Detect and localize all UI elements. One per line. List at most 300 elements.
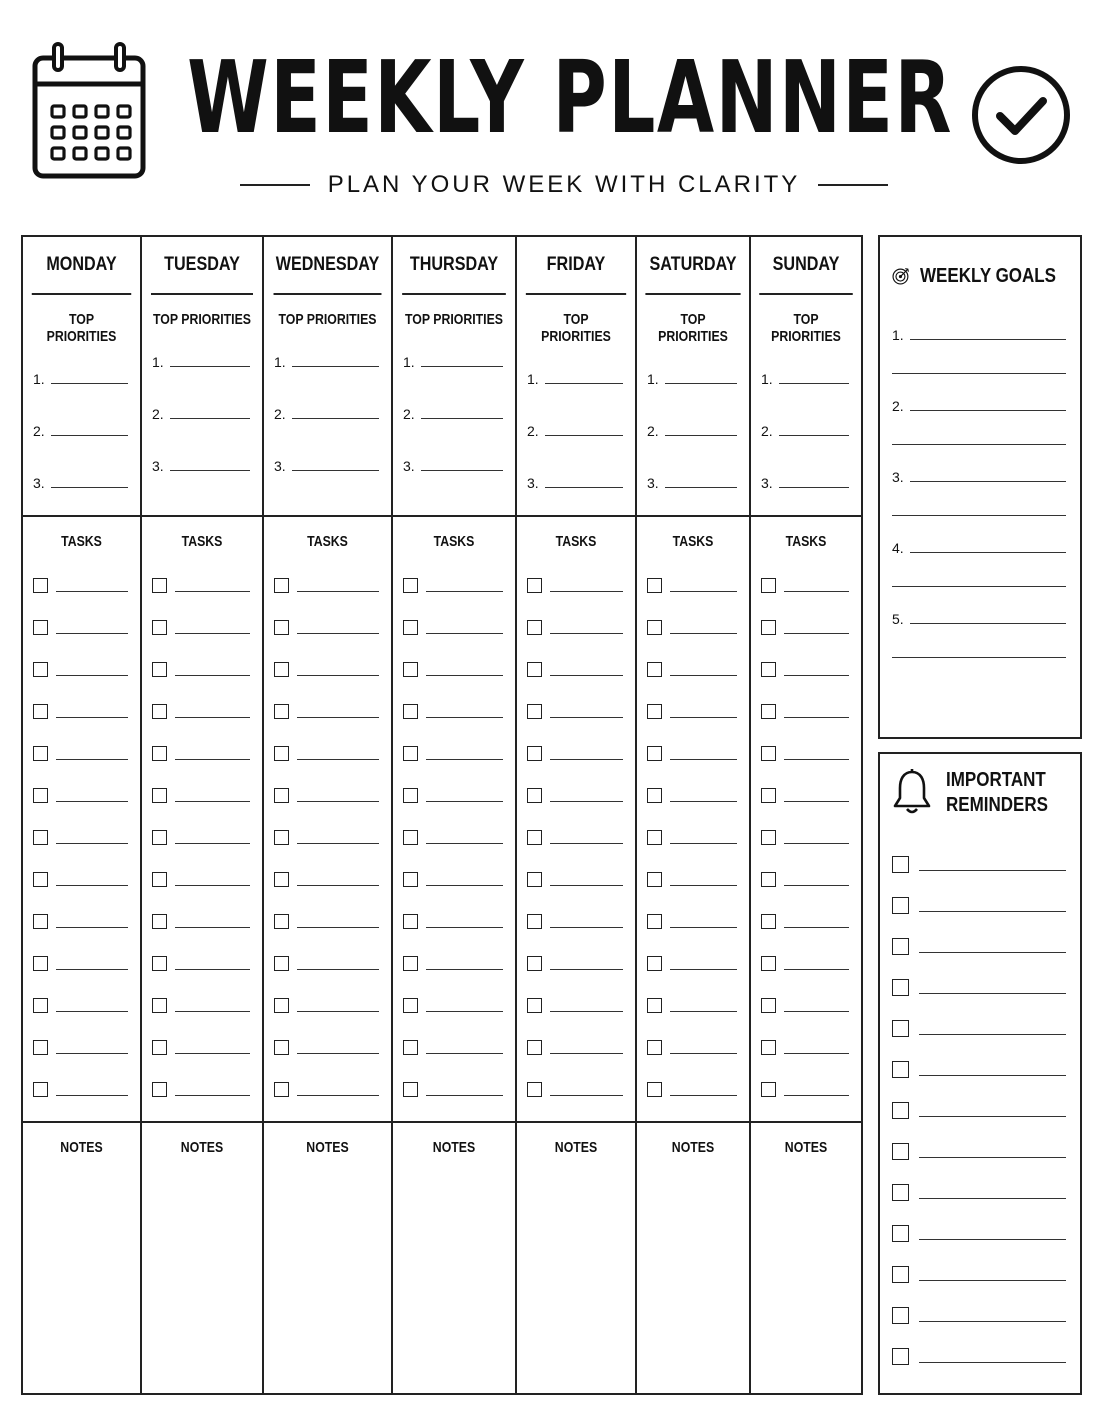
priority-line[interactable] [527, 345, 623, 387]
task-checkbox[interactable] [761, 578, 776, 593]
writing-line[interactable] [297, 758, 379, 760]
priority-line[interactable] [274, 370, 379, 422]
writing-line[interactable] [297, 884, 379, 886]
task-checkbox[interactable] [647, 830, 662, 845]
task-row[interactable] [274, 606, 379, 648]
reminder-checkbox[interactable] [892, 938, 909, 955]
task-row[interactable] [403, 1026, 503, 1068]
reminder-checkbox[interactable] [892, 1061, 909, 1078]
task-row[interactable] [761, 1026, 849, 1068]
writing-line[interactable] [784, 632, 849, 634]
task-checkbox[interactable] [527, 830, 542, 845]
task-row[interactable] [152, 900, 250, 942]
task-checkbox[interactable] [33, 1040, 48, 1055]
task-row[interactable] [761, 858, 849, 900]
writing-line[interactable] [175, 842, 250, 844]
writing-line[interactable] [545, 434, 623, 436]
task-checkbox[interactable] [647, 662, 662, 677]
task-row[interactable] [761, 774, 849, 816]
priority-line[interactable] [33, 387, 128, 439]
writing-line[interactable] [421, 469, 503, 471]
task-checkbox[interactable] [152, 620, 167, 635]
reminder-row[interactable] [892, 1336, 1066, 1377]
writing-line[interactable] [550, 716, 623, 718]
task-checkbox[interactable] [647, 872, 662, 887]
priority-line[interactable] [761, 387, 849, 439]
priority-line[interactable] [152, 422, 250, 474]
task-row[interactable] [152, 984, 250, 1026]
task-row[interactable] [527, 564, 623, 606]
task-checkbox[interactable] [274, 788, 289, 803]
writing-line[interactable] [892, 414, 1066, 445]
priority-line[interactable] [274, 328, 379, 370]
task-row[interactable] [33, 648, 128, 690]
writing-line[interactable] [670, 674, 737, 676]
writing-line[interactable] [670, 842, 737, 844]
priority-line[interactable] [647, 387, 737, 439]
task-checkbox[interactable] [152, 872, 167, 887]
goal-item[interactable] [892, 587, 1066, 658]
task-checkbox[interactable] [33, 704, 48, 719]
task-checkbox[interactable] [527, 872, 542, 887]
task-checkbox[interactable] [403, 914, 418, 929]
writing-line[interactable] [51, 486, 128, 488]
task-checkbox[interactable] [761, 830, 776, 845]
reminder-row[interactable] [892, 1008, 1066, 1049]
reminder-checkbox[interactable] [892, 1266, 909, 1283]
task-row[interactable] [33, 606, 128, 648]
reminder-row[interactable] [892, 926, 1066, 967]
task-row[interactable] [761, 564, 849, 606]
task-checkbox[interactable] [761, 746, 776, 761]
writing-line[interactable] [919, 1156, 1066, 1158]
writing-line[interactable] [670, 632, 737, 634]
reminder-row[interactable] [892, 1131, 1066, 1172]
task-row[interactable] [152, 942, 250, 984]
reminder-row[interactable] [892, 1254, 1066, 1295]
writing-line[interactable] [292, 469, 379, 471]
reminder-checkbox[interactable] [892, 1020, 909, 1037]
reminder-checkbox[interactable] [892, 1225, 909, 1242]
reminder-checkbox[interactable] [892, 1307, 909, 1324]
task-row[interactable] [527, 606, 623, 648]
task-row[interactable] [761, 816, 849, 858]
writing-line[interactable] [426, 884, 503, 886]
task-checkbox[interactable] [152, 998, 167, 1013]
task-row[interactable] [403, 690, 503, 732]
task-row[interactable] [527, 816, 623, 858]
task-checkbox[interactable] [527, 956, 542, 971]
writing-line[interactable] [919, 1361, 1066, 1363]
priority-line[interactable] [761, 345, 849, 387]
task-row[interactable] [152, 564, 250, 606]
task-checkbox[interactable] [527, 578, 542, 593]
writing-line[interactable] [297, 800, 379, 802]
task-checkbox[interactable] [761, 620, 776, 635]
notes-section[interactable] [23, 1123, 140, 1156]
writing-line[interactable] [670, 884, 737, 886]
task-row[interactable] [33, 942, 128, 984]
writing-line[interactable] [910, 622, 1066, 624]
task-checkbox[interactable] [761, 956, 776, 971]
writing-line[interactable] [297, 632, 379, 634]
task-checkbox[interactable] [274, 956, 289, 971]
writing-line[interactable] [56, 968, 128, 970]
notes-section[interactable] [142, 1123, 262, 1156]
task-checkbox[interactable] [761, 1040, 776, 1055]
writing-line[interactable] [784, 1010, 849, 1012]
task-checkbox[interactable] [527, 914, 542, 929]
writing-line[interactable] [784, 590, 849, 592]
task-row[interactable] [152, 858, 250, 900]
writing-line[interactable] [545, 382, 623, 384]
task-checkbox[interactable] [33, 956, 48, 971]
writing-line[interactable] [784, 716, 849, 718]
writing-line[interactable] [919, 1238, 1066, 1240]
task-row[interactable] [152, 690, 250, 732]
writing-line[interactable] [919, 1033, 1066, 1035]
task-row[interactable] [527, 1068, 623, 1110]
writing-line[interactable] [665, 434, 737, 436]
writing-line[interactable] [919, 1115, 1066, 1117]
task-row[interactable] [403, 606, 503, 648]
task-checkbox[interactable] [152, 662, 167, 677]
task-checkbox[interactable] [527, 1040, 542, 1055]
writing-line[interactable] [670, 1094, 737, 1096]
writing-line[interactable] [170, 417, 250, 419]
writing-line[interactable] [297, 926, 379, 928]
task-row[interactable] [403, 942, 503, 984]
task-checkbox[interactable] [761, 662, 776, 677]
reminder-checkbox[interactable] [892, 856, 909, 873]
task-checkbox[interactable] [647, 1040, 662, 1055]
priority-line[interactable] [403, 422, 503, 474]
task-checkbox[interactable] [33, 662, 48, 677]
writing-line[interactable] [56, 842, 128, 844]
task-row[interactable] [274, 900, 379, 942]
writing-line[interactable] [670, 926, 737, 928]
task-checkbox[interactable] [33, 788, 48, 803]
writing-line[interactable] [892, 627, 1066, 658]
task-row[interactable] [761, 690, 849, 732]
writing-line[interactable] [175, 926, 250, 928]
task-row[interactable] [33, 1068, 128, 1110]
writing-line[interactable] [919, 910, 1066, 912]
writing-line[interactable] [51, 434, 128, 436]
task-row[interactable] [761, 606, 849, 648]
task-row[interactable] [647, 732, 737, 774]
task-row[interactable] [761, 648, 849, 690]
task-checkbox[interactable] [152, 830, 167, 845]
writing-line[interactable] [170, 365, 250, 367]
writing-line[interactable] [426, 800, 503, 802]
task-row[interactable] [33, 984, 128, 1026]
task-checkbox[interactable] [647, 998, 662, 1013]
task-row[interactable] [274, 942, 379, 984]
writing-line[interactable] [919, 869, 1066, 871]
writing-line[interactable] [550, 800, 623, 802]
task-checkbox[interactable] [647, 704, 662, 719]
task-checkbox[interactable] [274, 914, 289, 929]
task-checkbox[interactable] [274, 620, 289, 635]
writing-line[interactable] [175, 632, 250, 634]
task-row[interactable] [403, 648, 503, 690]
task-checkbox[interactable] [403, 704, 418, 719]
writing-line[interactable] [56, 632, 128, 634]
task-row[interactable] [403, 732, 503, 774]
reminder-row[interactable] [892, 1213, 1066, 1254]
writing-line[interactable] [670, 800, 737, 802]
task-checkbox[interactable] [274, 662, 289, 677]
task-row[interactable] [647, 1068, 737, 1110]
task-row[interactable] [33, 858, 128, 900]
writing-line[interactable] [426, 632, 503, 634]
writing-line[interactable] [56, 674, 128, 676]
task-row[interactable] [761, 942, 849, 984]
writing-line[interactable] [892, 485, 1066, 516]
task-row[interactable] [274, 564, 379, 606]
task-checkbox[interactable] [647, 956, 662, 971]
goal-item[interactable] [892, 374, 1066, 445]
reminder-row[interactable] [892, 967, 1066, 1008]
writing-line[interactable] [170, 469, 250, 471]
reminder-checkbox[interactable] [892, 1348, 909, 1365]
writing-line[interactable] [56, 1052, 128, 1054]
writing-line[interactable] [426, 1052, 503, 1054]
writing-line[interactable] [297, 716, 379, 718]
writing-line[interactable] [175, 590, 250, 592]
writing-line[interactable] [910, 480, 1066, 482]
task-checkbox[interactable] [152, 746, 167, 761]
task-row[interactable] [403, 774, 503, 816]
goal-item[interactable] [892, 303, 1066, 374]
priority-line[interactable] [647, 439, 737, 491]
writing-line[interactable] [779, 434, 849, 436]
task-checkbox[interactable] [527, 746, 542, 761]
writing-line[interactable] [426, 926, 503, 928]
writing-line[interactable] [910, 409, 1066, 411]
task-checkbox[interactable] [647, 620, 662, 635]
task-checkbox[interactable] [33, 578, 48, 593]
writing-line[interactable] [670, 1052, 737, 1054]
writing-line[interactable] [56, 800, 128, 802]
task-checkbox[interactable] [403, 872, 418, 887]
writing-line[interactable] [670, 590, 737, 592]
task-row[interactable] [647, 984, 737, 1026]
task-checkbox[interactable] [152, 956, 167, 971]
task-checkbox[interactable] [647, 788, 662, 803]
task-checkbox[interactable] [527, 788, 542, 803]
task-row[interactable] [647, 900, 737, 942]
task-row[interactable] [274, 648, 379, 690]
task-row[interactable] [527, 690, 623, 732]
notes-section[interactable] [517, 1123, 635, 1156]
task-row[interactable] [527, 858, 623, 900]
writing-line[interactable] [297, 1010, 379, 1012]
task-checkbox[interactable] [152, 1040, 167, 1055]
writing-line[interactable] [784, 674, 849, 676]
task-checkbox[interactable] [403, 788, 418, 803]
writing-line[interactable] [670, 758, 737, 760]
writing-line[interactable] [175, 800, 250, 802]
task-row[interactable] [33, 690, 128, 732]
priority-line[interactable] [33, 345, 128, 387]
writing-line[interactable] [784, 758, 849, 760]
task-row[interactable] [647, 690, 737, 732]
reminder-checkbox[interactable] [892, 979, 909, 996]
task-checkbox[interactable] [33, 746, 48, 761]
priority-line[interactable] [152, 328, 250, 370]
task-checkbox[interactable] [274, 872, 289, 887]
writing-line[interactable] [670, 1010, 737, 1012]
writing-line[interactable] [919, 1074, 1066, 1076]
task-checkbox[interactable] [274, 1082, 289, 1097]
task-checkbox[interactable] [527, 1082, 542, 1097]
notes-section[interactable] [264, 1123, 391, 1156]
task-row[interactable] [152, 732, 250, 774]
task-row[interactable] [527, 984, 623, 1026]
priority-line[interactable] [647, 345, 737, 387]
writing-line[interactable] [784, 800, 849, 802]
priority-line[interactable] [274, 422, 379, 474]
task-row[interactable] [647, 816, 737, 858]
task-row[interactable] [527, 774, 623, 816]
task-row[interactable] [403, 900, 503, 942]
writing-line[interactable] [426, 590, 503, 592]
writing-line[interactable] [56, 884, 128, 886]
reminder-checkbox[interactable] [892, 1184, 909, 1201]
task-checkbox[interactable] [152, 1082, 167, 1097]
priority-line[interactable] [403, 370, 503, 422]
task-row[interactable] [33, 564, 128, 606]
task-row[interactable] [647, 648, 737, 690]
task-row[interactable] [527, 648, 623, 690]
task-row[interactable] [761, 1068, 849, 1110]
priority-line[interactable] [152, 370, 250, 422]
task-row[interactable] [33, 732, 128, 774]
priority-line[interactable] [761, 439, 849, 491]
notes-section[interactable] [637, 1123, 749, 1156]
task-row[interactable] [33, 900, 128, 942]
task-checkbox[interactable] [527, 620, 542, 635]
writing-line[interactable] [292, 365, 379, 367]
priority-line[interactable] [403, 328, 503, 370]
task-row[interactable] [152, 606, 250, 648]
writing-line[interactable] [550, 926, 623, 928]
task-row[interactable] [647, 942, 737, 984]
writing-line[interactable] [550, 1052, 623, 1054]
writing-line[interactable] [919, 951, 1066, 953]
writing-line[interactable] [297, 1094, 379, 1096]
reminder-checkbox[interactable] [892, 1102, 909, 1119]
writing-line[interactable] [919, 1279, 1066, 1281]
task-checkbox[interactable] [152, 914, 167, 929]
task-row[interactable] [527, 732, 623, 774]
task-checkbox[interactable] [647, 578, 662, 593]
task-checkbox[interactable] [761, 788, 776, 803]
writing-line[interactable] [670, 968, 737, 970]
writing-line[interactable] [550, 758, 623, 760]
writing-line[interactable] [297, 674, 379, 676]
writing-line[interactable] [550, 674, 623, 676]
writing-line[interactable] [56, 1094, 128, 1096]
task-checkbox[interactable] [152, 578, 167, 593]
reminder-row[interactable] [892, 1295, 1066, 1336]
task-row[interactable] [274, 858, 379, 900]
task-checkbox[interactable] [403, 998, 418, 1013]
task-row[interactable] [403, 858, 503, 900]
task-checkbox[interactable] [403, 1040, 418, 1055]
task-row[interactable] [403, 1068, 503, 1110]
task-row[interactable] [647, 774, 737, 816]
writing-line[interactable] [426, 1010, 503, 1012]
task-checkbox[interactable] [527, 998, 542, 1013]
task-row[interactable] [274, 816, 379, 858]
writing-line[interactable] [670, 716, 737, 718]
task-checkbox[interactable] [527, 662, 542, 677]
task-row[interactable] [403, 816, 503, 858]
priority-line[interactable] [527, 387, 623, 439]
task-checkbox[interactable] [152, 704, 167, 719]
task-checkbox[interactable] [647, 914, 662, 929]
writing-line[interactable] [175, 1094, 250, 1096]
writing-line[interactable] [175, 674, 250, 676]
writing-line[interactable] [426, 968, 503, 970]
writing-line[interactable] [175, 1010, 250, 1012]
reminder-row[interactable] [892, 885, 1066, 926]
writing-line[interactable] [51, 382, 128, 384]
task-checkbox[interactable] [274, 830, 289, 845]
task-checkbox[interactable] [274, 704, 289, 719]
reminder-checkbox[interactable] [892, 897, 909, 914]
writing-line[interactable] [297, 590, 379, 592]
task-checkbox[interactable] [274, 1040, 289, 1055]
task-checkbox[interactable] [274, 578, 289, 593]
writing-line[interactable] [784, 884, 849, 886]
task-row[interactable] [33, 1026, 128, 1068]
task-checkbox[interactable] [761, 998, 776, 1013]
task-row[interactable] [647, 1026, 737, 1068]
task-row[interactable] [761, 732, 849, 774]
task-row[interactable] [274, 732, 379, 774]
task-checkbox[interactable] [403, 1082, 418, 1097]
task-checkbox[interactable] [403, 830, 418, 845]
writing-line[interactable] [421, 417, 503, 419]
writing-line[interactable] [426, 716, 503, 718]
task-checkbox[interactable] [761, 914, 776, 929]
writing-line[interactable] [56, 716, 128, 718]
writing-line[interactable] [175, 1052, 250, 1054]
writing-line[interactable] [297, 842, 379, 844]
task-row[interactable] [274, 1026, 379, 1068]
task-checkbox[interactable] [403, 662, 418, 677]
writing-line[interactable] [175, 968, 250, 970]
task-row[interactable] [152, 648, 250, 690]
task-row[interactable] [152, 1068, 250, 1110]
writing-line[interactable] [426, 758, 503, 760]
task-row[interactable] [527, 942, 623, 984]
task-checkbox[interactable] [274, 998, 289, 1013]
writing-line[interactable] [784, 842, 849, 844]
writing-line[interactable] [550, 590, 623, 592]
task-row[interactable] [527, 900, 623, 942]
task-checkbox[interactable] [33, 872, 48, 887]
task-checkbox[interactable] [33, 1082, 48, 1097]
goal-item[interactable] [892, 516, 1066, 587]
task-checkbox[interactable] [403, 620, 418, 635]
writing-line[interactable] [292, 417, 379, 419]
writing-line[interactable] [550, 632, 623, 634]
